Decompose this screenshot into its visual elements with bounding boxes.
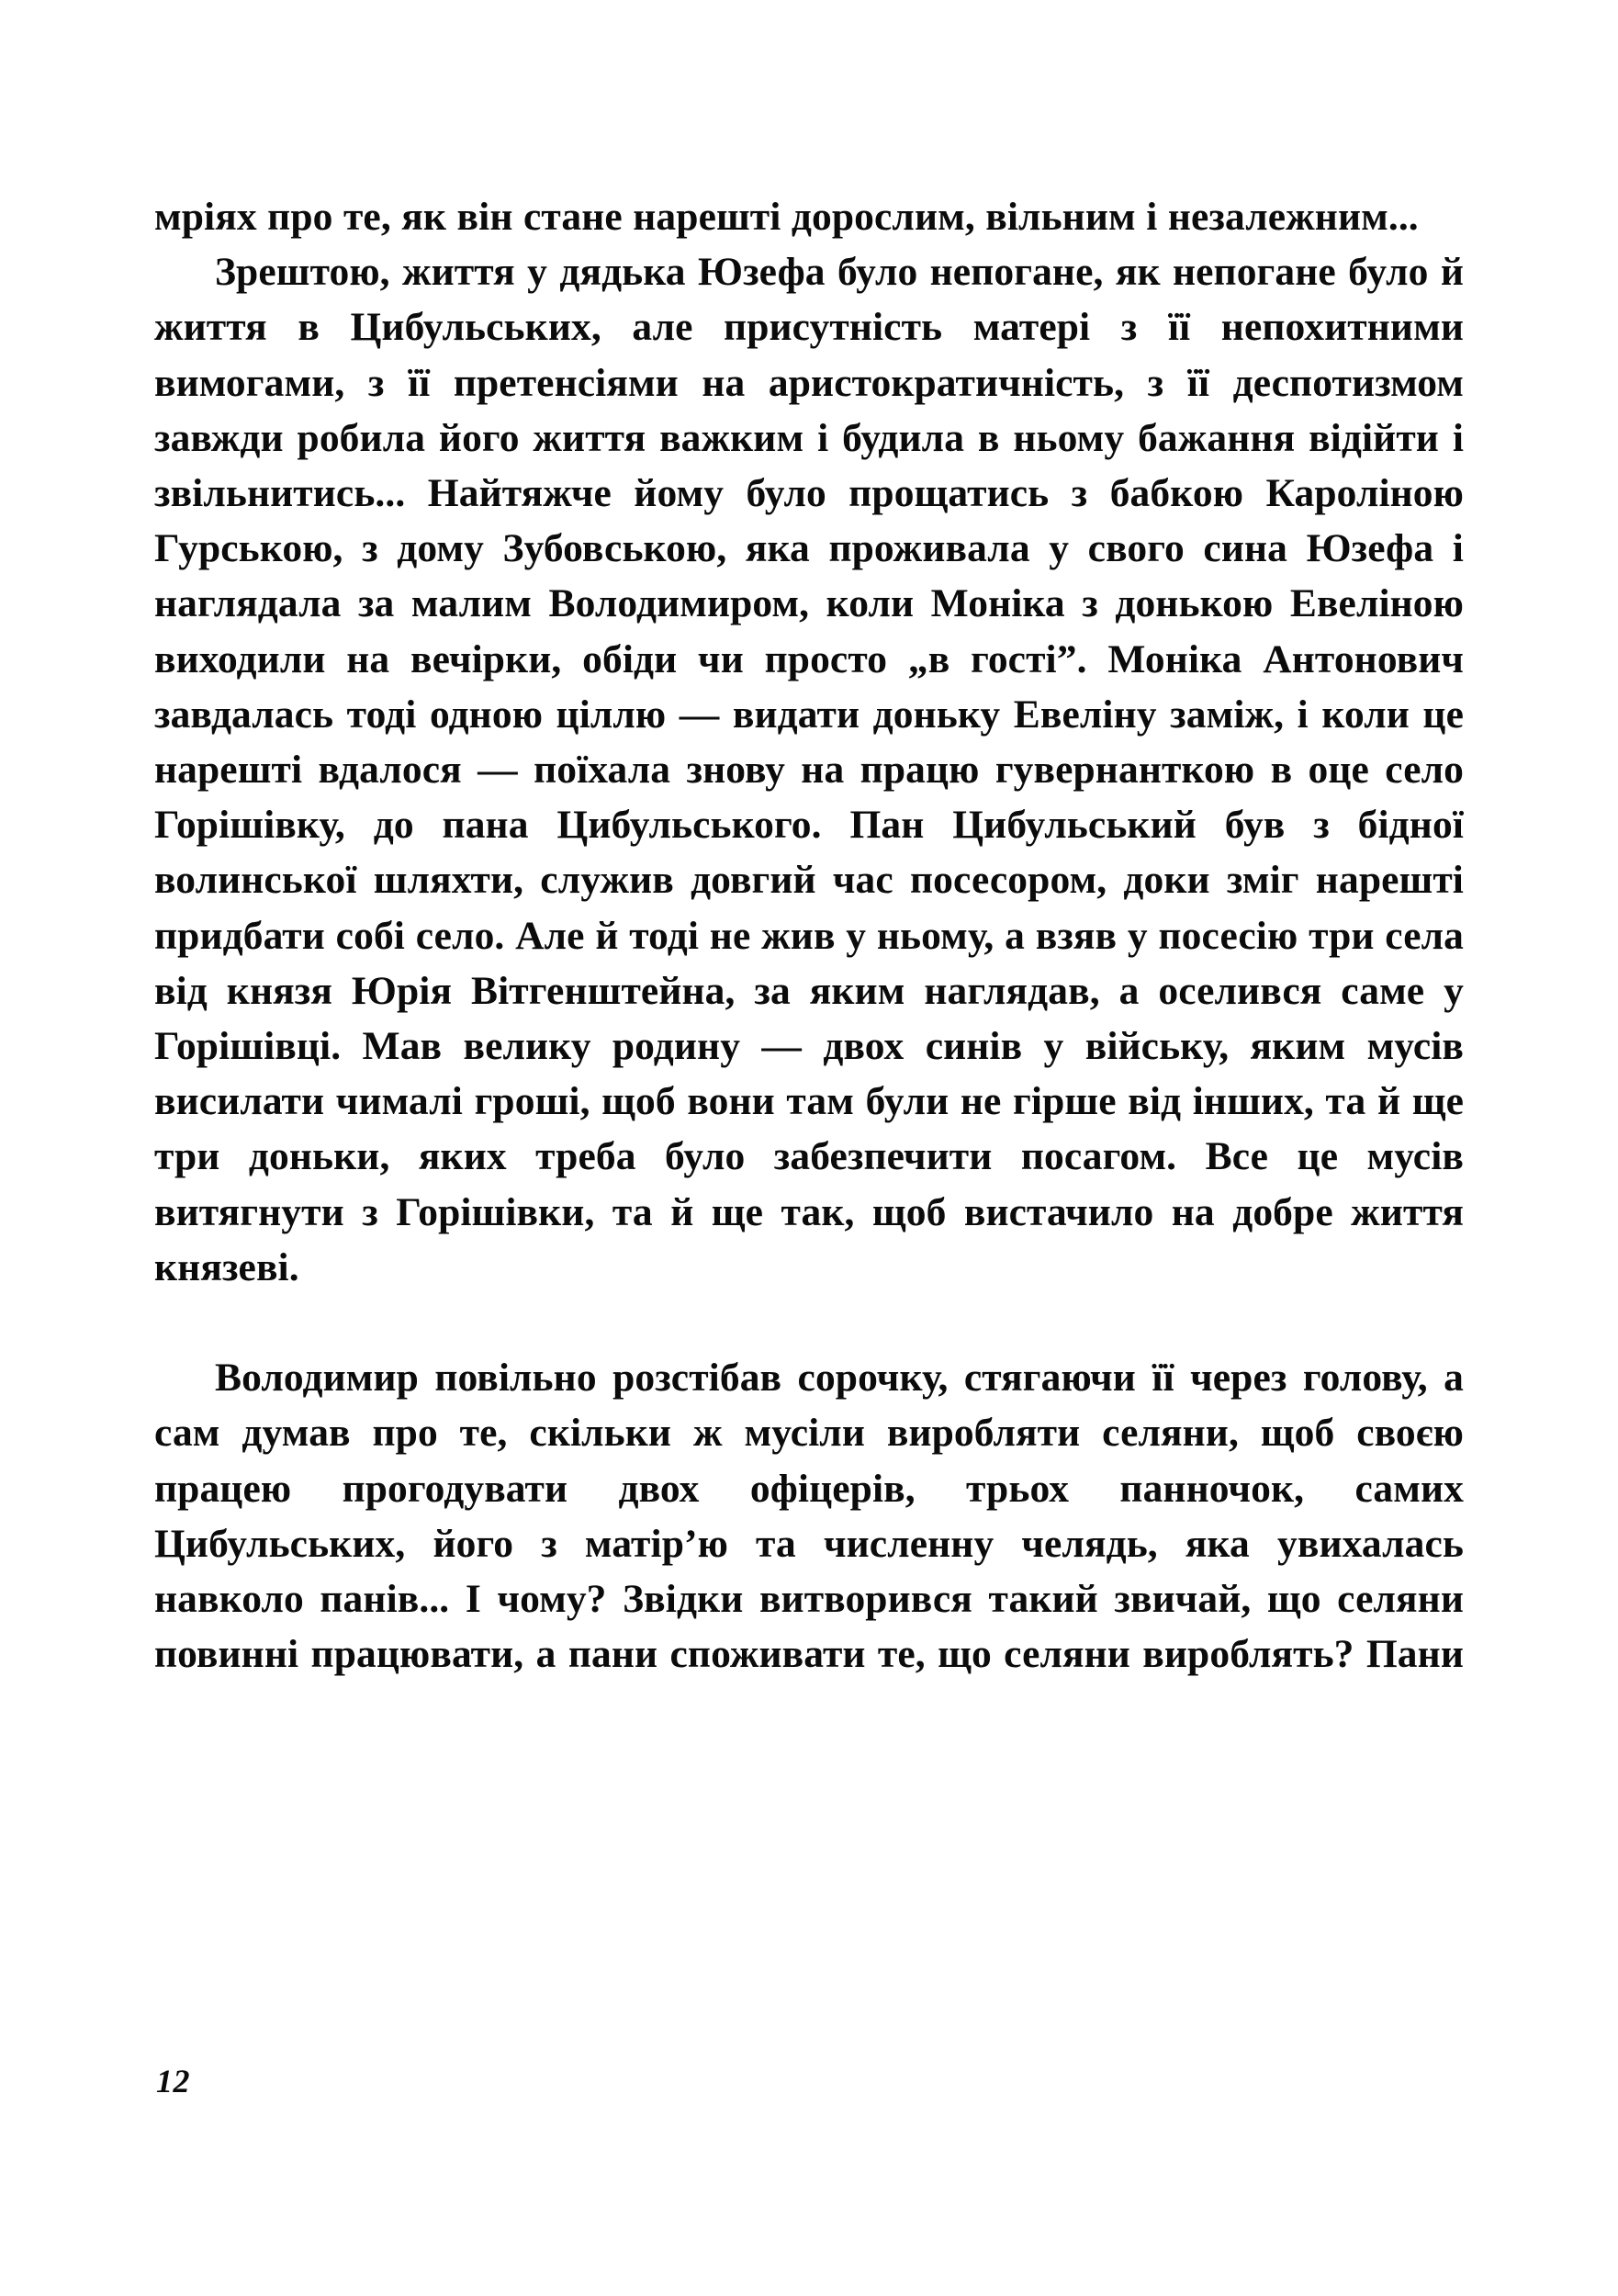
paragraph-volodymyr: Володимир повільно розстібав сорочку, стягаючи її через голову, а сам думав про те, скільки ж мусіли виробляти селяни, щоб своєю працею прогодувати двох офіцерів, трьох панночок, самих Цибульських, його з матір’ю та численну челядь, яка увихалась навколо панів... І чому? Звідки витворився такий звичай, що селяни повинні працювати, а пани споживати те, що селяни вироблять? Пани: [154, 1356, 1464, 1677]
page-text-block: [154, 189, 1464, 1738]
paragraph-zreshtoyu: Зрештою, життя у дядька Юзефа було непогане, як непогане було й життя в Цибульських, але присутність матері з її непохитними вимогами, з її претенсіями на аристократичність, з її деспотизмом завжди робила його життя важким і будила в ньому бажання відійти і звільнитись... Найтяжче йому було прощатись з бабкою Кароліною Гурською, з дому Зубовською, яка проживала у свого сина Юзефа і наглядала за малим Володимиром, коли Моніка з донькою Евеліною виходили на вечірки, обіди чи просто „в гості”. Моніка Антонович завдалась тоді одною ціллю — видати доньку Евеліну заміж, і коли це нарешті вдалося — поїхала знову на працю гувернанткою в оце село Горішівку, до пана Цибульського. Пан Цибульський був з бідної волинської шляхти, служив довгий час посесором, доки зміг нарешті придбати собі село. Але й тоді не жив у ньому, а взяв у посесію три села від князя Юрія Вітгенштейна, за яким наглядав, а оселився саме у Горішівці. Мав велику родину — двох синів у війську, яким мусів висилати чималі гроші, щоб вони там були не гірше від інших, та й ще три доньки, яких треба було забезпечити посагом. Все це мусів витягнути з Горішівки, та й ще так, щоб вистачило на добре життя князеві.: [154, 250, 1464, 1289]
paragraph-continued: мріях про те, як він стане нарешті дорослим, вільним і незалежним...: [154, 195, 1419, 239]
page-number: 12: [156, 2063, 190, 2099]
